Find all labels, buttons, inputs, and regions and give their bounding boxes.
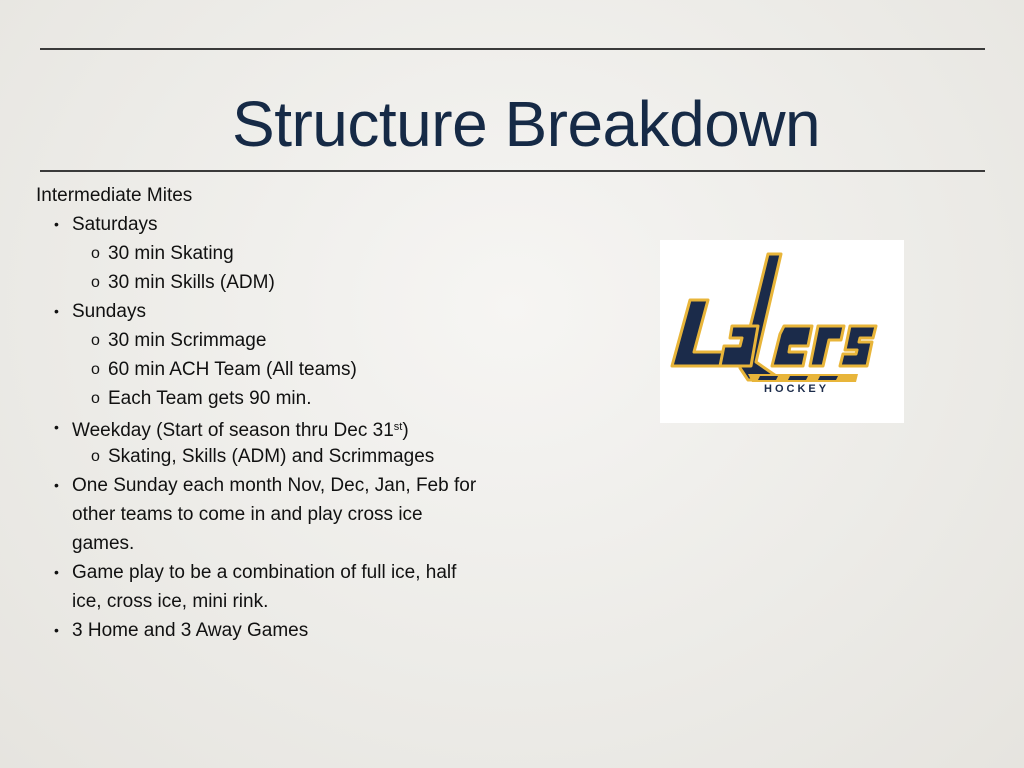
sub-bullet-icon: o <box>91 245 100 262</box>
sub-list-item <box>36 384 516 413</box>
lakers-hockey-logo <box>660 240 904 423</box>
bullet-icon: • <box>54 303 59 319</box>
sub-list-item <box>36 442 516 471</box>
sub-list-item-text: 30 min Skills (ADM) <box>108 272 275 293</box>
sub-list-item-text: 60 min ACH Team (All teams) <box>108 359 357 380</box>
list-item <box>36 413 516 442</box>
list-item-text: 3 Home and 3 Away Games <box>72 620 309 641</box>
bullet-icon: • <box>54 622 59 638</box>
slide-body <box>36 182 516 645</box>
list-item <box>36 558 516 587</box>
slide-title: Structure Breakdown <box>232 88 821 160</box>
lakers-logo-icon <box>660 240 904 423</box>
bullet-icon: • <box>54 564 59 580</box>
top-divider <box>40 48 985 50</box>
bullet-icon: • <box>54 216 59 232</box>
sub-bullet-icon: o <box>91 390 100 407</box>
sub-list-item <box>36 326 516 355</box>
logo-subtext: HOCKEY <box>764 383 830 395</box>
sub-bullet-icon: o <box>91 361 100 378</box>
list-item-text: Sundays <box>72 301 146 322</box>
list-item-text: games. <box>72 533 135 554</box>
list-item-text: ice, cross ice, mini rink. <box>72 591 269 612</box>
list-item-text: Game play to be a combination of full ice, half <box>72 562 457 583</box>
sub-list-item <box>36 268 516 297</box>
sub-bullet-icon: o <box>91 332 100 349</box>
sub-list-item-text: Each Team gets 90 min. <box>108 388 312 409</box>
list-item-text: Weekday (Start of season thru Dec 31 <box>72 420 394 441</box>
sub-bullet-icon: o <box>91 274 100 291</box>
list-item-continuation <box>36 500 516 529</box>
sub-list-item <box>36 355 516 384</box>
list-item-continuation <box>36 529 516 558</box>
list-item <box>36 210 516 239</box>
list-item <box>36 616 516 645</box>
list-item <box>36 297 516 326</box>
sub-list-item-text: Skating, Skills (ADM) and Scrimmages <box>108 446 435 467</box>
list-item-text: One Sunday each month Nov, Dec, Jan, Feb for <box>72 475 477 496</box>
title-divider <box>40 170 985 172</box>
list-item-text: other teams to come in and play cross ice <box>72 504 423 525</box>
ordinal-suffix: st <box>393 421 403 433</box>
bullet-icon: • <box>54 419 59 435</box>
sub-bullet-icon: o <box>91 448 100 465</box>
section-heading: Intermediate Mites <box>36 185 193 206</box>
sub-list-item-text: 30 min Skating <box>108 243 234 264</box>
list-item <box>36 471 516 500</box>
list-item-text-end: ) <box>402 420 409 441</box>
bullet-icon: • <box>54 477 59 493</box>
list-item-text: Saturdays <box>72 214 158 235</box>
list-item-continuation <box>36 587 516 616</box>
sub-list-item-text: 30 min Scrimmage <box>108 330 267 351</box>
sub-list-item <box>36 239 516 268</box>
